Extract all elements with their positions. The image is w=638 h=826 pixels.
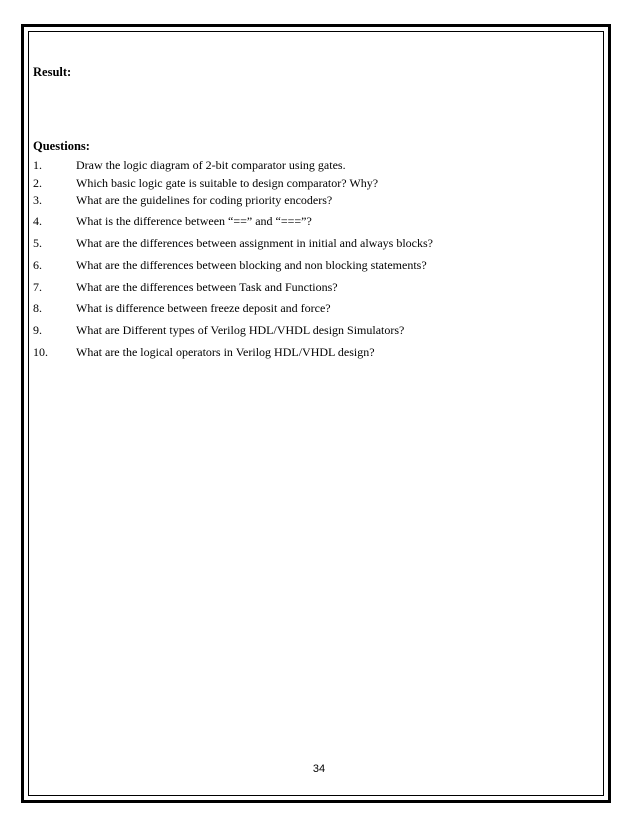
question-number: 6.	[33, 258, 42, 272]
question-number: 2.	[33, 176, 42, 190]
question-text: What are Different types of Verilog HDL/VHDL design Simulators?	[76, 323, 405, 337]
question-number: 8.	[33, 301, 42, 315]
question-number: 3.	[33, 193, 42, 207]
question-number: 10.	[33, 345, 48, 359]
question-number: 1.	[33, 158, 42, 172]
question-text: Draw the logic diagram of 2-bit comparator using gates.	[76, 158, 346, 172]
question-text: What are the differences between Task and Functions?	[76, 280, 338, 294]
question-text: What are the logical operators in Verilog HDL/VHDL design?	[76, 345, 375, 359]
question-text: What are the differences between blocking and non blocking statements?	[76, 258, 427, 272]
result-heading: Result:	[33, 65, 72, 79]
page-border-inner	[28, 31, 604, 796]
question-number: 5.	[33, 236, 42, 250]
question-text: What is difference between freeze deposit and force?	[76, 301, 331, 315]
questions-heading: Questions:	[33, 139, 90, 153]
question-number: 9.	[33, 323, 42, 337]
question-number: 7.	[33, 280, 42, 294]
page-number: 34	[312, 763, 326, 775]
question-text: What are the differences between assignment in initial and always blocks?	[76, 236, 433, 250]
question-text: Which basic logic gate is suitable to design comparator? Why?	[76, 176, 379, 190]
question-number: 4.	[33, 214, 42, 228]
question-text: What are the guidelines for coding priority encoders?	[76, 193, 333, 207]
question-text: What is the difference between “==” and “===”?	[76, 214, 312, 228]
